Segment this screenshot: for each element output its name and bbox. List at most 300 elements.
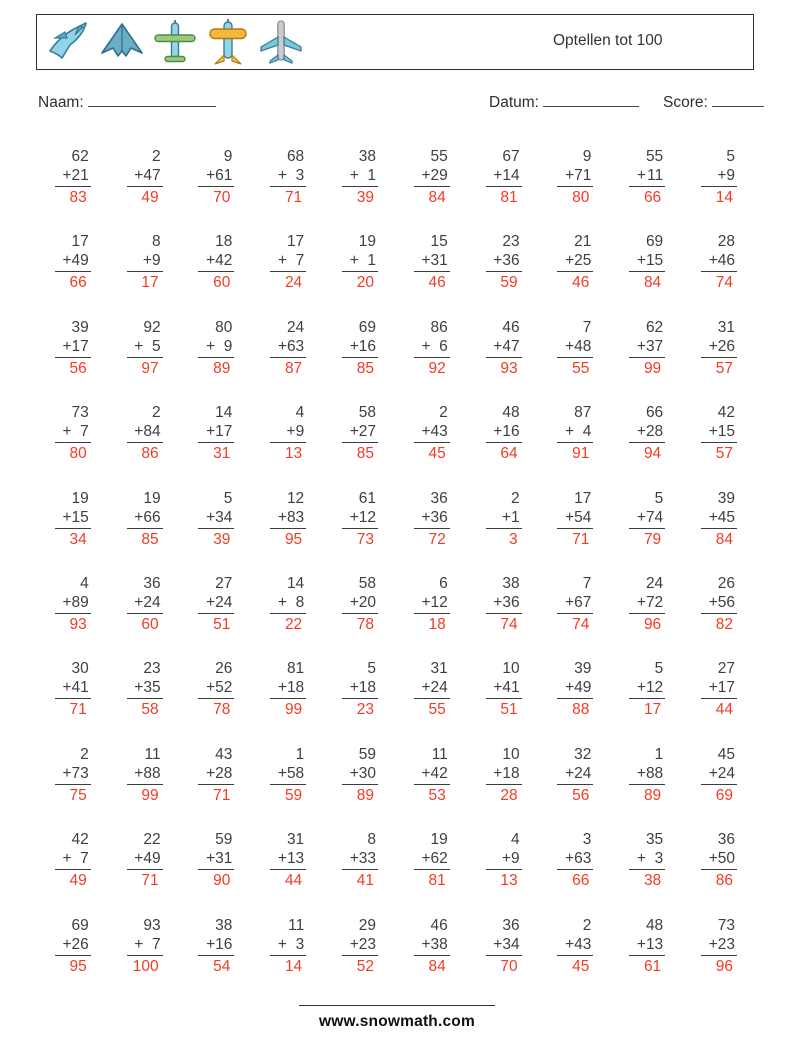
addend-bottom: +50: [708, 850, 735, 868]
addend-top: 27: [717, 660, 735, 678]
problem: [110, 830, 182, 915]
addend-top: 39: [717, 489, 735, 507]
addend-bottom: +49: [565, 679, 592, 697]
addend-bottom: +12: [349, 508, 376, 526]
addend-bottom: +88: [134, 764, 161, 782]
addend-bottom: +16: [206, 935, 233, 953]
answer: 13: [270, 442, 306, 463]
problem-box: [127, 745, 163, 805]
addend-top: 9: [223, 148, 233, 165]
addend-bottom: +36: [493, 593, 520, 611]
problem-box: [486, 232, 522, 292]
stealth-bomber-icon: [98, 18, 146, 66]
addend-top: 42: [71, 831, 89, 849]
problem-box: [629, 916, 665, 976]
addend-top: 4: [295, 404, 305, 422]
addend-bottom: +9: [286, 423, 305, 441]
answer: 44: [701, 698, 737, 719]
addend-bottom: +15: [708, 423, 735, 441]
addend-top: 14: [215, 404, 233, 422]
problem: [182, 403, 254, 488]
answer: 61: [629, 955, 665, 976]
addend-bottom: +27: [349, 423, 376, 441]
answer: 3: [486, 528, 522, 549]
addend-top: 36: [430, 489, 448, 507]
answer: 96: [701, 955, 737, 976]
problem-box: [342, 745, 378, 805]
addend-bottom: +84: [134, 423, 161, 441]
addend-bottom: + 6: [421, 337, 448, 355]
addend-top: 12: [286, 489, 305, 507]
addend-bottom: +17: [62, 337, 89, 355]
problem-box: [557, 489, 593, 549]
problem: [397, 489, 469, 574]
answer: 14: [701, 186, 737, 207]
problem-box: [342, 916, 378, 976]
problem: [110, 574, 182, 659]
answer: 28: [486, 784, 522, 805]
addend-bottom: +52: [206, 679, 233, 697]
problem-box: [557, 232, 593, 292]
problem-box: [127, 574, 163, 634]
problem-box: [198, 916, 234, 976]
addend-bottom: +12: [421, 593, 448, 611]
addend-bottom: +24: [565, 764, 592, 782]
addend-top: 38: [358, 148, 376, 165]
problem: [38, 232, 110, 317]
addend-top: 22: [143, 831, 161, 849]
footer-website: www.snowmath.com: [319, 1013, 475, 1030]
problem-box: [55, 916, 91, 976]
problem-box: [270, 147, 306, 207]
addend-top: 17: [574, 489, 592, 507]
answer: 82: [701, 613, 737, 634]
problem: [110, 318, 182, 403]
addend-bottom: +63: [565, 850, 592, 868]
addend-top: 86: [430, 318, 448, 336]
addend-bottom: +41: [493, 679, 520, 697]
addend-bottom: +16: [349, 337, 376, 355]
answer: 59: [486, 271, 522, 292]
answer: 66: [557, 869, 593, 890]
answer: 71: [557, 528, 593, 549]
addend-top: 10: [502, 660, 520, 678]
problem-box: [270, 318, 306, 378]
addend-bottom: +43: [421, 423, 448, 441]
problem: [110, 403, 182, 488]
answer: 18: [414, 613, 450, 634]
addend-top: 92: [143, 318, 161, 336]
answer: 66: [55, 271, 91, 292]
problem-box: [701, 659, 737, 719]
answer: 17: [629, 698, 665, 719]
answer: 51: [198, 613, 234, 634]
addend-bottom: +20: [349, 593, 376, 611]
addend-bottom: +28: [636, 423, 664, 441]
score-field: [663, 93, 764, 112]
answer: 96: [629, 613, 665, 634]
answer: 89: [629, 784, 665, 805]
addend-top: 38: [215, 916, 233, 934]
problem-box: [127, 830, 163, 890]
problem-box: [629, 403, 665, 463]
addend-top: 2: [80, 745, 89, 763]
problem-box: [198, 403, 234, 463]
problem: [684, 232, 756, 317]
addend-bottom: +23: [708, 935, 735, 953]
problem-box: [486, 745, 522, 805]
addend-top: 5: [654, 660, 664, 678]
answer: 31: [198, 442, 234, 463]
addend-bottom: +54: [565, 508, 592, 526]
answer: 57: [701, 357, 737, 378]
addend-bottom: +36: [493, 252, 520, 270]
answer: 23: [342, 698, 378, 719]
addend-top: 5: [223, 489, 233, 507]
problem: [684, 147, 756, 232]
problem: [253, 489, 325, 574]
addend-bottom: +47: [134, 167, 161, 184]
problem-box: [55, 574, 91, 634]
addend-bottom: +31: [206, 850, 233, 868]
addend-bottom: +15: [62, 508, 89, 526]
problem-box: [127, 147, 163, 207]
answer: 71: [127, 869, 163, 890]
problem: [38, 489, 110, 574]
addend-top: 11: [431, 745, 448, 763]
problem: [397, 147, 469, 232]
problem-box: [127, 916, 163, 976]
problem-box: [701, 574, 737, 634]
problem: [684, 745, 756, 830]
problem: [612, 659, 684, 744]
answer: 78: [198, 698, 234, 719]
problem-box: [198, 318, 234, 378]
answer: 75: [55, 784, 91, 805]
problem: [253, 318, 325, 403]
problem-box: [629, 830, 665, 890]
problem: [325, 916, 397, 1001]
addend-bottom: +88: [636, 764, 664, 782]
addend-bottom: + 7: [277, 252, 305, 270]
problem: [38, 745, 110, 830]
problem-box: [198, 745, 234, 805]
problem: [253, 659, 325, 744]
addend-bottom: +62: [421, 850, 448, 868]
addend-bottom: +25: [565, 252, 592, 270]
answer: 57: [701, 442, 737, 463]
addend-bottom: +58: [277, 764, 305, 782]
answer: 78: [342, 613, 378, 634]
problem-box: [127, 232, 163, 292]
problem: [684, 403, 756, 488]
naam-field: [38, 93, 216, 112]
addend-bottom: +35: [134, 679, 161, 697]
addend-top: 5: [654, 489, 664, 507]
problem-box: [198, 147, 234, 207]
problem: [110, 659, 182, 744]
problem: [541, 916, 613, 1001]
addend-top: 18: [215, 233, 233, 251]
problem-box: [270, 574, 306, 634]
addend-bottom: +21: [62, 167, 89, 184]
addend-bottom: + 7: [62, 423, 89, 441]
problem-box: [55, 318, 91, 378]
answer: 60: [127, 613, 163, 634]
problem: [110, 147, 182, 232]
addend-bottom: +18: [493, 764, 520, 782]
answer: 60: [198, 271, 234, 292]
problem: [612, 916, 684, 1001]
problem-box: [342, 489, 378, 549]
addend-top: 35: [645, 831, 664, 849]
problem: [253, 232, 325, 317]
problem-box: [414, 916, 450, 976]
addend-top: 61: [358, 489, 376, 507]
addend-bottom: +9: [717, 167, 735, 184]
addend-top: 19: [71, 489, 89, 507]
addend-bottom: +73: [62, 764, 89, 782]
addend-bottom: + 5: [134, 337, 161, 355]
answer: 44: [270, 869, 306, 890]
addend-bottom: +42: [421, 764, 448, 782]
answer: 70: [198, 186, 234, 207]
addend-top: 39: [71, 318, 89, 336]
answer: 84: [414, 955, 450, 976]
problem: [182, 489, 254, 574]
addend-top: 80: [215, 318, 233, 336]
addend-top: 36: [502, 916, 520, 934]
addend-bottom: +37: [636, 337, 664, 355]
addend-bottom: +43: [565, 935, 592, 953]
problem-box: [55, 403, 91, 463]
problem: [182, 916, 254, 1001]
problem: [182, 745, 254, 830]
addend-top: 38: [502, 574, 520, 592]
problem: [397, 318, 469, 403]
problem-box: [486, 318, 522, 378]
addend-bottom: +12: [636, 679, 664, 697]
problem-box: [557, 916, 593, 976]
answer: 55: [414, 698, 450, 719]
answer: 88: [557, 698, 593, 719]
problem-box: [342, 318, 378, 378]
addend-bottom: +46: [708, 252, 735, 270]
problem: [541, 489, 613, 574]
problem: [469, 745, 541, 830]
answer: 81: [414, 869, 450, 890]
addend-bottom: +56: [708, 593, 735, 611]
addend-top: 68: [286, 148, 305, 165]
problem-box: [701, 916, 737, 976]
problem-box: [198, 830, 234, 890]
problem: [325, 574, 397, 659]
problem: [38, 659, 110, 744]
problem-box: [629, 147, 665, 207]
addend-top: 45: [717, 745, 735, 763]
problem: [684, 318, 756, 403]
answer: 56: [55, 357, 91, 378]
addend-bottom: + 8: [277, 593, 305, 611]
addend-bottom: +47: [493, 337, 520, 355]
answer: 74: [701, 271, 737, 292]
addend-bottom: +13: [636, 935, 664, 953]
addend-bottom: +83: [277, 508, 305, 526]
problem-box: [127, 403, 163, 463]
addend-top: 31: [717, 318, 735, 336]
problem: [541, 147, 613, 232]
problem-box: [701, 147, 737, 207]
problem-box: [557, 403, 593, 463]
addend-top: 69: [358, 318, 376, 336]
fields-row: [0, 93, 794, 115]
answer: 39: [198, 528, 234, 549]
problem-box: [629, 745, 665, 805]
problem: [684, 574, 756, 659]
orange-wing-plane-icon: [204, 18, 252, 66]
problem: [684, 489, 756, 574]
addend-top: 1: [295, 745, 305, 763]
addend-bottom: + 9: [206, 337, 233, 355]
addend-top: 28: [717, 233, 735, 251]
problem-box: [270, 232, 306, 292]
problem: [325, 745, 397, 830]
addend-top: 11: [288, 916, 305, 934]
addend-bottom: +23: [349, 935, 376, 953]
problem: [325, 403, 397, 488]
answer: 92: [414, 357, 450, 378]
addend-top: 36: [143, 574, 161, 592]
addend-bottom: + 4: [565, 423, 592, 441]
addend-top: 1: [654, 745, 664, 763]
answer: 93: [55, 613, 91, 634]
propeller-plane-icon: [151, 18, 199, 66]
problem: [469, 489, 541, 574]
addend-bottom: +34: [206, 508, 233, 526]
answer: 13: [486, 869, 522, 890]
problem: [612, 147, 684, 232]
addend-top: 58: [358, 574, 376, 592]
problem-box: [270, 659, 306, 719]
addend-bottom: +42: [206, 252, 233, 270]
problem-box: [486, 659, 522, 719]
problem-box: [127, 318, 163, 378]
problem-box: [486, 147, 522, 207]
addend-top: 19: [358, 233, 376, 251]
answer: 38: [629, 869, 665, 890]
addend-bottom: +9: [501, 850, 520, 868]
addend-bottom: +49: [134, 850, 161, 868]
answer: 87: [270, 357, 306, 378]
answer: 90: [198, 869, 234, 890]
answer: 99: [270, 698, 306, 719]
addend-top: 14: [286, 574, 305, 592]
problem-box: [486, 403, 522, 463]
answer: 46: [557, 271, 593, 292]
answer: 46: [414, 271, 450, 292]
addend-top: 2: [582, 916, 592, 934]
problem-box: [270, 830, 306, 890]
addend-top: 15: [430, 233, 448, 251]
answer: 20: [342, 271, 378, 292]
problem: [110, 232, 182, 317]
answer: 45: [414, 442, 450, 463]
addend-top: 93: [143, 916, 161, 934]
addend-top: 39: [574, 660, 592, 678]
addend-top: 73: [717, 916, 735, 934]
addend-bottom: +26: [62, 935, 89, 953]
problem-box: [342, 830, 378, 890]
problem-box: [629, 489, 665, 549]
addend-top: 62: [645, 318, 664, 336]
problem: [397, 659, 469, 744]
airliner-icon: [257, 18, 305, 66]
problem: [469, 916, 541, 1001]
problem: [397, 232, 469, 317]
answer: 85: [342, 357, 378, 378]
answer: 74: [557, 613, 593, 634]
problem-box: [557, 659, 593, 719]
problem-box: [629, 232, 665, 292]
addend-top: 55: [430, 148, 448, 165]
problem-box: [414, 147, 450, 207]
answer: 84: [701, 528, 737, 549]
answer: 97: [127, 357, 163, 378]
answer: 71: [198, 784, 234, 805]
problem-box: [701, 318, 737, 378]
problem-box: [55, 489, 91, 549]
answer: 95: [270, 528, 306, 549]
addend-top: 5: [367, 660, 376, 678]
addend-top: 26: [717, 574, 735, 592]
problem: [541, 659, 613, 744]
datum-field: [489, 93, 639, 112]
addend-bottom: +24: [708, 764, 735, 782]
problem-box: [557, 147, 593, 207]
problem-box: [486, 916, 522, 976]
answer: 79: [629, 528, 665, 549]
problem: [325, 232, 397, 317]
addend-top: 29: [358, 916, 376, 934]
problem-box: [55, 830, 91, 890]
problem-box: [342, 574, 378, 634]
answer: 80: [557, 186, 593, 207]
answer: 41: [342, 869, 378, 890]
addend-bottom: +38: [421, 935, 448, 953]
addend-bottom: +28: [206, 764, 233, 782]
answer: 45: [557, 955, 593, 976]
addend-top: 19: [430, 831, 448, 849]
problem-box: [55, 147, 91, 207]
answer: 34: [55, 528, 91, 549]
addend-top: 27: [215, 574, 233, 592]
addend-top: 73: [71, 404, 89, 422]
addend-bottom: +34: [493, 935, 520, 953]
problem: [469, 318, 541, 403]
addend-top: 2: [151, 148, 161, 165]
answer: 39: [342, 186, 378, 207]
addend-top: 24: [645, 574, 664, 592]
addend-bottom: +63: [277, 337, 305, 355]
addend-bottom: +67: [565, 593, 592, 611]
problem: [182, 318, 254, 403]
addend-top: 26: [215, 660, 233, 678]
problem: [253, 574, 325, 659]
plane-icons-row: [45, 18, 305, 66]
problem: [612, 574, 684, 659]
addend-bottom: +71: [565, 167, 592, 184]
addend-bottom: + 3: [636, 850, 664, 868]
